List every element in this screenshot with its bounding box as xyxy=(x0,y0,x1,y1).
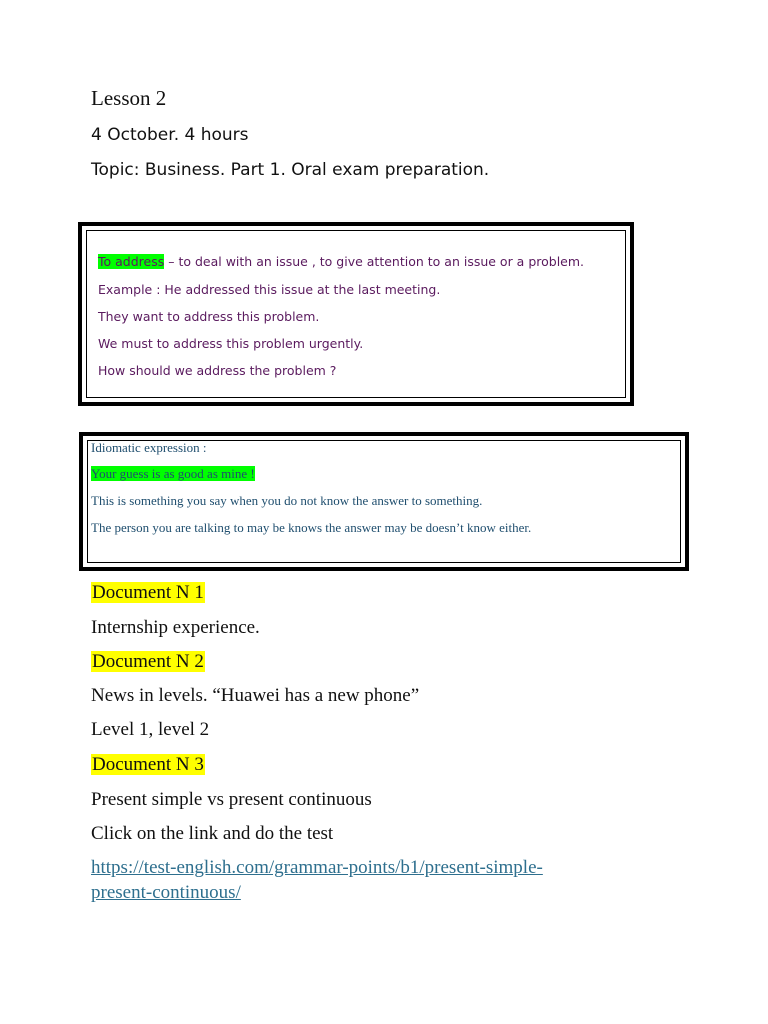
test-link-line-1[interactable]: https://test-english.com/grammar-points/b1/present-simple- xyxy=(91,857,543,878)
vocab-example: Example : He addressed this issue at the last meeting. xyxy=(98,282,441,297)
vocab-definition-line xyxy=(98,254,584,269)
document-2-label xyxy=(91,651,205,673)
document-2-line-1: News in levels. “Huawei has a new phone” xyxy=(91,685,420,706)
lesson-date: 4 October. 4 hours xyxy=(91,125,249,145)
vocab-sentence-1: They want to address this problem. xyxy=(98,309,320,324)
document-1-label xyxy=(91,582,205,604)
document-1-line-1: Internship experience. xyxy=(91,617,260,638)
document-3-line-2: Click on the link and do the test xyxy=(91,823,334,844)
idiom-heading: Idiomatic expression : xyxy=(91,440,207,455)
vocab-definition: – to deal with an issue , to give attention to an issue or a problem. xyxy=(164,254,585,269)
test-link[interactable] xyxy=(91,857,543,879)
test-link-continued[interactable] xyxy=(91,882,241,904)
vocab-sentence-2: We must to address this problem urgently. xyxy=(98,336,364,351)
document-2-label-text: Document N 2 xyxy=(92,651,204,672)
document-3-label-text: Document N 3 xyxy=(92,754,204,775)
idiom-expression-line xyxy=(91,466,255,482)
idiom-explanation-1: This is something you say when you do not know the answer to something. xyxy=(91,493,483,508)
document-3-label xyxy=(91,754,205,776)
lesson-title: Lesson 2 xyxy=(91,86,167,110)
test-link-line-2[interactable]: present-continuous/ xyxy=(91,882,241,903)
document-2-line-2: Level 1, level 2 xyxy=(91,719,210,740)
idiom-expression: Your guess is as good as mine ! xyxy=(91,466,255,481)
document-1-label-text: Document N 1 xyxy=(92,582,204,603)
document-3-line-1: Present simple vs present continuous xyxy=(91,789,372,810)
idiom-explanation-2: The person you are talking to may be knows the answer may be doesn’t know either. xyxy=(91,520,532,535)
vocab-sentence-3: How should we address the problem ? xyxy=(98,363,337,378)
vocab-term: To address xyxy=(98,254,165,269)
lesson-topic: Topic: Business. Part 1. Oral exam preparation. xyxy=(91,160,490,180)
